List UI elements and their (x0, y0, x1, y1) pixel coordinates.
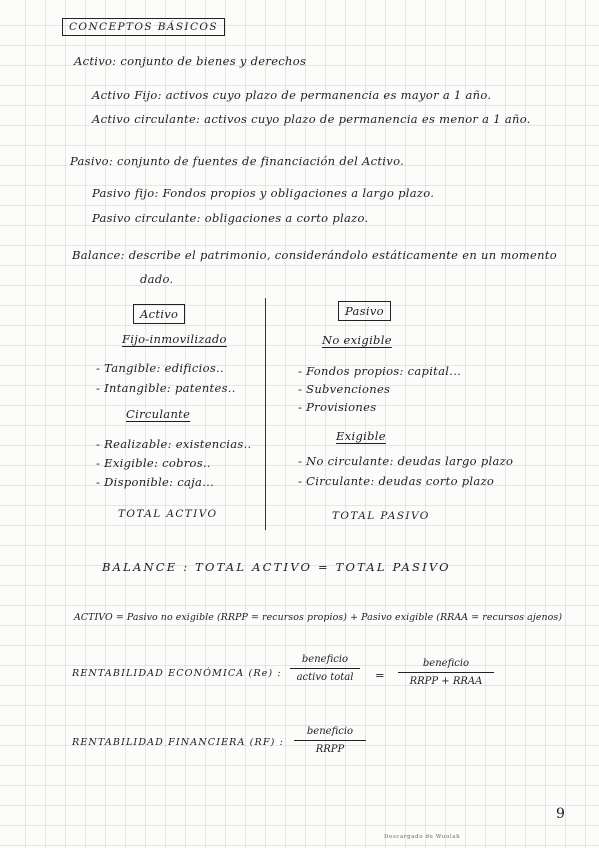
exigible-item: - No circulante: deudas largo plazo (298, 454, 514, 468)
rf-numerator: beneficio (306, 726, 354, 737)
re-numerator-1: beneficio (301, 654, 349, 665)
page-title: CONCEPTOS BÁSICOS (62, 18, 225, 36)
no-exigible-item: - Provisiones (298, 400, 377, 414)
re-denominator-2: RRPP + RRAA (409, 676, 483, 687)
fraction-bar (398, 672, 494, 673)
circulante-heading: Circulante (126, 407, 191, 421)
no-exigible-item: - Subvenciones (298, 382, 391, 396)
rentabilidad-financiera-label: RENTABILIDAD FINANCIERA (RF) : (72, 737, 284, 748)
no-exigible-heading: No exigible (322, 333, 392, 347)
pasivo-definition: Pasivo: conjunto de fuentes de financiación del Activo. (70, 154, 405, 168)
rf-denominator: RRPP (315, 744, 345, 755)
circulante-item: - Exigible: cobros.. (96, 456, 211, 470)
total-pasivo: TOTAL PASIVO (332, 510, 430, 522)
re-fraction-2 (398, 658, 494, 687)
exigible-item: - Circulante: deudas corto plazo (298, 474, 495, 488)
rf-fraction (294, 726, 366, 755)
activo-circulante-definition: Activo circulante: activos cuyo plazo de permanencia es menor a 1 año. (92, 112, 531, 126)
activo-definition: Activo: conjunto de bienes y derechos (74, 54, 307, 68)
circulante-item: - Realizable: existencias.. (96, 437, 252, 451)
re-denominator-1: activo total (296, 672, 354, 683)
total-activo: TOTAL ACTIVO (118, 508, 218, 520)
page-number: 9 (556, 806, 566, 822)
re-fraction-1 (290, 654, 360, 683)
activo-fijo-definition: Activo Fijo: activos cuyo plazo de permanencia es mayor a 1 año. (92, 88, 492, 102)
exigible-heading: Exigible (336, 429, 386, 443)
rentabilidad-economica-label: RENTABILIDAD ECONÓMICA (Re) : (72, 668, 282, 679)
activo-fijo-item: - Intangible: patentes.. (96, 381, 236, 395)
balance-definition-line1: Balance: describe el patrimonio, considerándolo estáticamente en un momento (72, 248, 557, 262)
fraction-bar (294, 740, 366, 741)
activo-equation: ACTIVO = Pasivo no exigible (RRPP = recursos propios) + Pasivo exigible (RRAA = recursos ajenos) (74, 612, 563, 623)
circulante-item: - Disponible: caja... (96, 475, 215, 489)
fraction-bar (290, 668, 360, 669)
activo-box-label: Activo (133, 304, 185, 324)
pasivo-circulante-definition: Pasivo circulante: obligaciones a corto plazo. (92, 211, 369, 225)
re-equals-sign: = (375, 668, 385, 682)
activo-fijo-heading: Fijo-inmovilizado (122, 332, 227, 346)
pasivo-fijo-definition: Pasivo fijo: Fondos propios y obligaciones a largo plazo. (92, 186, 435, 200)
balance-definition-line2: dado. (140, 272, 174, 286)
no-exigible-item: - Fondos propios: capital... (298, 364, 462, 378)
activo-fijo-item: - Tangible: edificios.. (96, 361, 224, 375)
re-numerator-2: beneficio (422, 658, 470, 669)
balance-column-divider (265, 298, 266, 530)
footer-watermark: Descargado de Wuolah (384, 834, 461, 840)
pasivo-box-label: Pasivo (338, 301, 391, 321)
balance-equation: BALANCE : TOTAL ACTIVO = TOTAL PASIVO (102, 560, 451, 574)
